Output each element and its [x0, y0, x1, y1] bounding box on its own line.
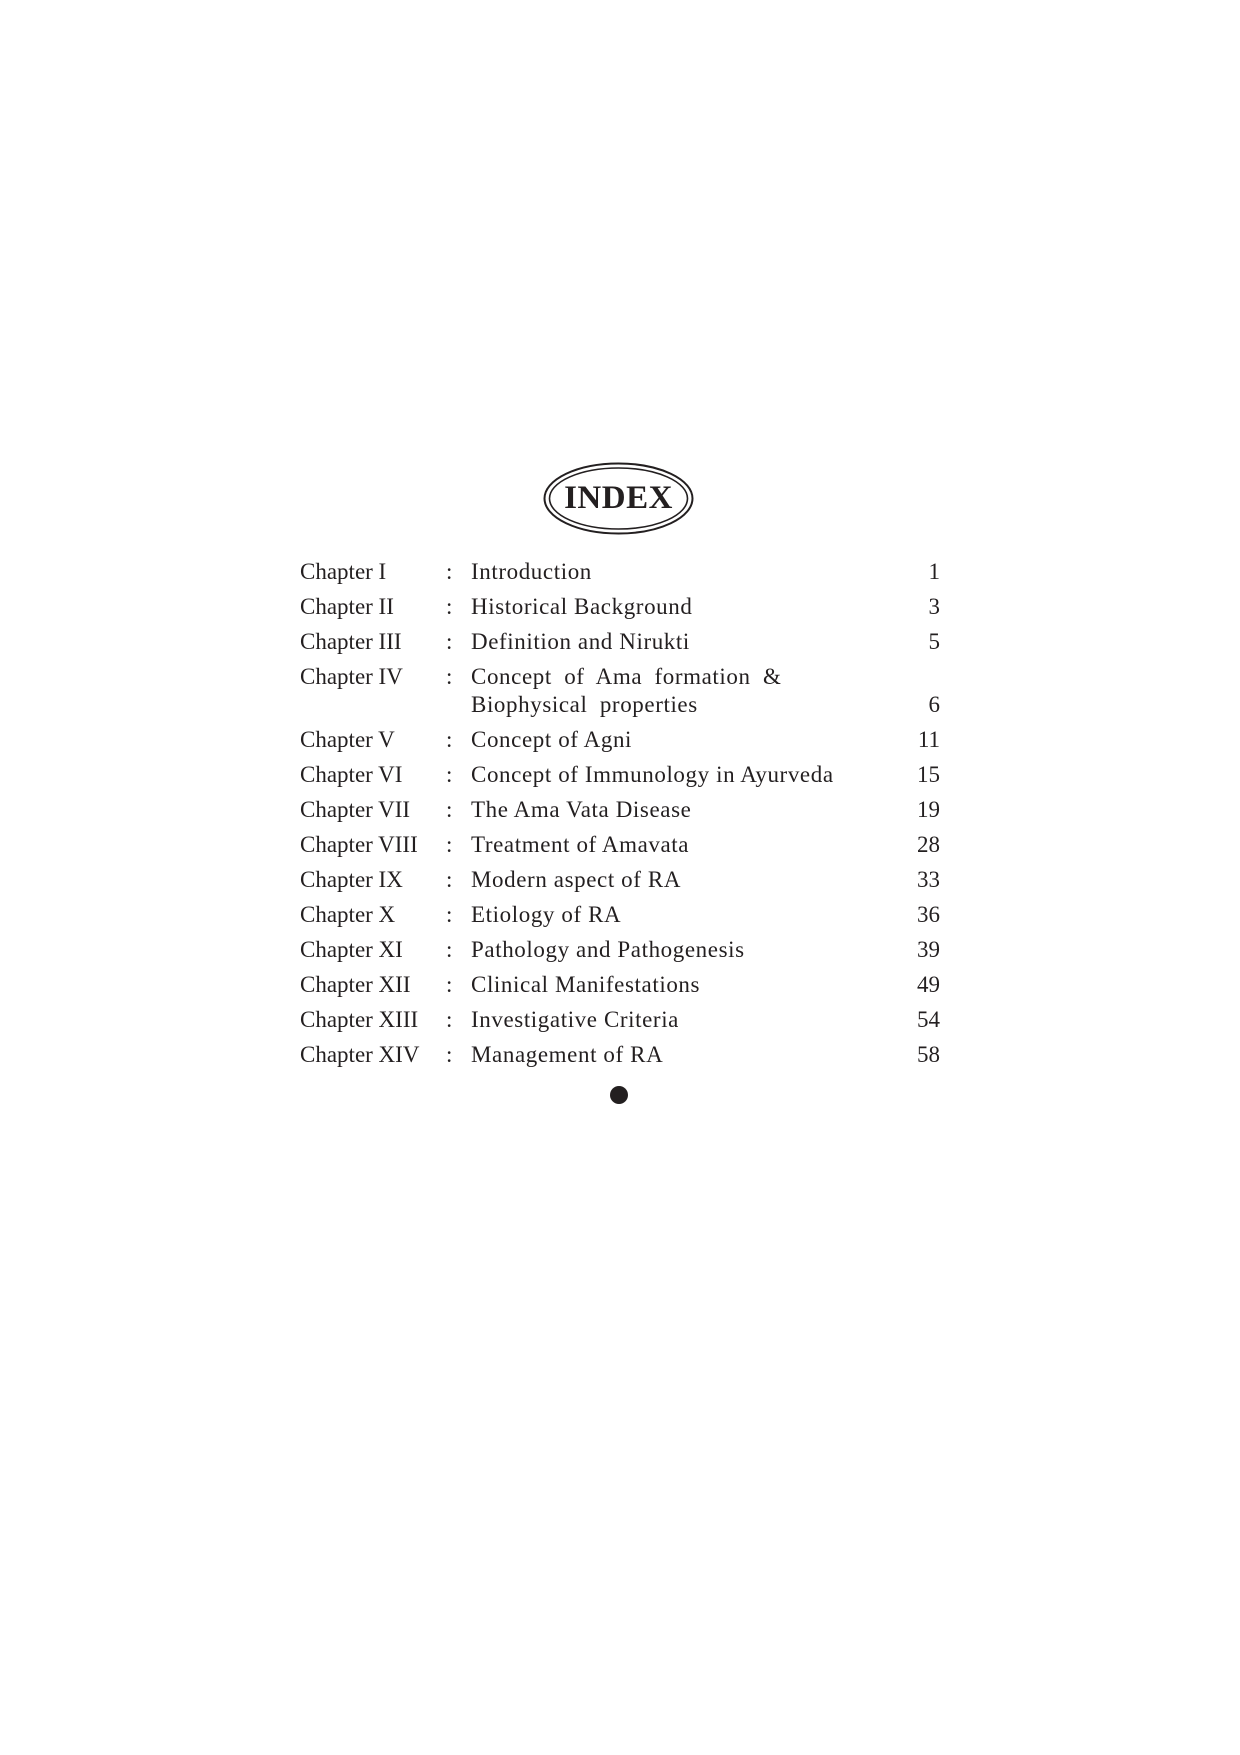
toc-separator: :	[446, 902, 453, 927]
toc-row	[300, 1041, 940, 1069]
toc-row	[300, 866, 940, 894]
toc-chapter-label: Chapter II	[300, 594, 394, 619]
toc-row	[300, 663, 940, 719]
toc-separator: :	[446, 867, 453, 892]
toc-chapter-title: Historical Background	[471, 594, 693, 619]
toc-chapter-title: Introduction	[471, 559, 592, 584]
toc-chapter-title: Investigative Criteria	[471, 1007, 679, 1032]
page-title: INDEX	[564, 480, 673, 516]
toc-chapter-title: Clinical Manifestations	[471, 972, 701, 997]
toc-separator: :	[446, 832, 453, 857]
toc-chapter-title: Management of RA	[471, 1042, 664, 1067]
toc-separator: :	[446, 762, 453, 787]
toc-row	[300, 971, 940, 999]
toc-row	[300, 936, 940, 964]
toc-chapter-label: Chapter XIII	[300, 1007, 419, 1032]
toc-chapter-label: Chapter IX	[300, 867, 403, 892]
toc-chapter-title: Pathology and Pathogenesis	[471, 937, 745, 962]
toc-chapter-label: Chapter VI	[300, 762, 403, 787]
toc-chapter-label: Chapter XII	[300, 972, 411, 997]
toc-chapter-title: The Ama Vata Disease	[471, 797, 692, 822]
table-of-contents	[300, 558, 940, 1076]
toc-page-number: 3	[928, 594, 940, 619]
toc-page-number: 49	[917, 972, 940, 997]
toc-chapter-title: Concept of Immunology in Ayurveda	[471, 762, 834, 787]
toc-page-number: 5	[928, 629, 940, 654]
toc-chapter-label: Chapter III	[300, 629, 402, 654]
toc-page-number: 39	[917, 937, 940, 962]
toc-separator: :	[446, 797, 453, 822]
toc-row	[300, 761, 940, 789]
toc-page-number: 1	[928, 559, 940, 584]
toc-page-number: 54	[917, 1007, 940, 1032]
toc-row	[300, 901, 940, 929]
toc-page-number: 11	[917, 727, 940, 752]
toc-chapter-label: Chapter XI	[300, 937, 403, 962]
toc-separator: :	[446, 727, 453, 752]
toc-row	[300, 726, 940, 754]
toc-page-number: 6	[928, 692, 940, 717]
toc-separator: :	[446, 1042, 453, 1067]
index-title-badge	[542, 461, 695, 536]
toc-separator: :	[446, 594, 453, 619]
toc-chapter-label: Chapter VII	[300, 797, 411, 822]
toc-row	[300, 831, 940, 859]
toc-separator: :	[446, 664, 453, 689]
toc-page-number: 33	[917, 867, 940, 892]
toc-page-number: 28	[917, 832, 940, 857]
toc-page-number: 15	[917, 762, 940, 787]
toc-page-number: 36	[917, 902, 940, 927]
toc-chapter-label: Chapter X	[300, 902, 396, 927]
toc-chapter-title: Concept of Agni	[471, 727, 633, 752]
toc-row	[300, 593, 940, 621]
toc-chapter-label: Chapter XIV	[300, 1042, 420, 1067]
toc-separator: :	[446, 629, 453, 654]
toc-row	[300, 796, 940, 824]
toc-chapter-title: Definition and Nirukti	[471, 629, 690, 654]
toc-separator: :	[446, 1007, 453, 1032]
toc-chapter-label: Chapter VIII	[300, 832, 418, 857]
toc-row	[300, 558, 940, 586]
toc-separator: :	[446, 559, 453, 584]
toc-chapter-title: Etiology of RA	[471, 902, 622, 927]
toc-page-number: 58	[917, 1042, 940, 1067]
toc-chapter-label: Chapter IV	[300, 664, 403, 689]
toc-separator: :	[446, 937, 453, 962]
toc-chapter-title: Modern aspect of RA	[471, 867, 682, 892]
toc-page-number: 19	[917, 797, 940, 822]
end-bullet	[610, 1086, 628, 1104]
toc-chapter-title: Treatment of Amavata	[471, 832, 690, 857]
toc-chapter-label: Chapter V	[300, 727, 395, 752]
toc-row	[300, 628, 940, 656]
toc-row	[300, 1006, 940, 1034]
toc-chapter-title: Concept of Ama formation & Biophysical properties	[471, 664, 782, 717]
toc-separator: :	[446, 972, 453, 997]
toc-chapter-label: Chapter I	[300, 559, 387, 584]
